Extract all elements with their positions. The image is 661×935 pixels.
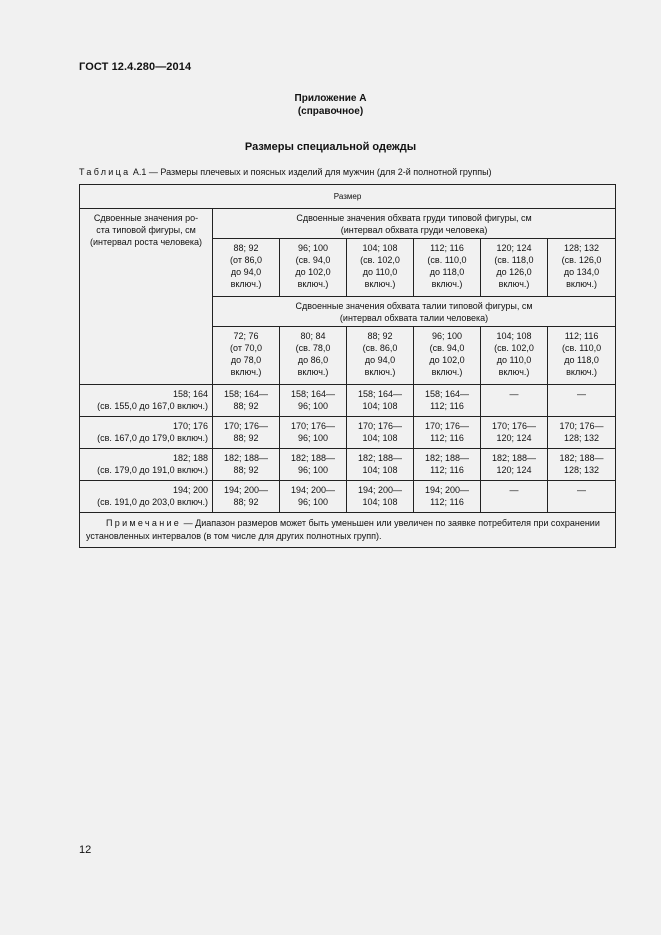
waist-value: 112; 116 (св. 110,0 до 118,0 включ.): [548, 327, 616, 385]
size-cell: 194; 200— 112; 116: [414, 481, 481, 513]
table-row: [80, 449, 616, 481]
chest-value: 120; 124 (св. 118,0 до 126,0 включ.): [481, 239, 548, 297]
size-cell: 182; 188— 128; 132: [548, 449, 616, 481]
size-cell: 158; 164— 88; 92: [213, 385, 280, 417]
size-cell: —: [481, 385, 548, 417]
waist-value: 80; 84 (св. 78,0 до 86,0 включ.): [280, 327, 347, 385]
chest-header: Сдвоенные значения обхвата груди типовой фигуры, см (интервал обхвата груди человека): [213, 209, 616, 239]
table-note: [80, 513, 616, 548]
height-cell: 182; 188 (св. 179,0 до 191,0 включ.): [80, 449, 213, 481]
size-cell: 158; 164— 104; 108: [347, 385, 414, 417]
appendix-type: (справочное): [297, 106, 364, 117]
height-cell: 170; 176 (св. 167,0 до 179,0 включ.): [80, 417, 213, 449]
table-caption-label: Таблица: [79, 167, 131, 177]
table-row: [80, 385, 616, 417]
size-cell: —: [548, 385, 616, 417]
size-cell: 194; 200— 104; 108: [347, 481, 414, 513]
size-cell: 182; 188— 88; 92: [213, 449, 280, 481]
chest-value: 88; 92 (от 86,0 до 94,0 включ.): [213, 239, 280, 297]
document-id: ГОСТ 12.4.280—2014: [79, 61, 192, 73]
size-cell: 170; 176— 96; 100: [280, 417, 347, 449]
size-cell: —: [481, 481, 548, 513]
note-label: Примечание: [106, 518, 182, 528]
height-cell: 158; 164 (св. 155,0 до 167,0 включ.): [80, 385, 213, 417]
size-cell: 182; 188— 112; 116: [414, 449, 481, 481]
size-header: Размер: [80, 185, 616, 209]
size-cell: 170; 176— 88; 92: [213, 417, 280, 449]
height-cell: 194; 200 (св. 191,0 до 203,0 включ.): [80, 481, 213, 513]
section-title: Размеры специальной одежды: [244, 141, 417, 153]
chest-value: 96; 100 (св. 94,0 до 102,0 включ.): [280, 239, 347, 297]
waist-header: Сдвоенные значения обхвата талии типовой фигуры, см (интервал обхвата талии человека): [213, 297, 616, 327]
waist-value: 96; 100 (св. 94,0 до 102,0 включ.): [414, 327, 481, 385]
waist-value: 104; 108 (св. 102,0 до 110,0 включ.): [481, 327, 548, 385]
size-cell: —: [548, 481, 616, 513]
chest-value: 104; 108 (св. 102,0 до 110,0 включ.): [347, 239, 414, 297]
size-cell: 194; 200— 96; 100: [280, 481, 347, 513]
table-caption: [79, 167, 492, 178]
size-cell: 170; 176— 112; 116: [414, 417, 481, 449]
chest-value: 128; 132 (св. 126,0 до 134,0 включ.): [548, 239, 616, 297]
waist-value: 72; 76 (от 70,0 до 78,0 включ.): [213, 327, 280, 385]
page-number: 12: [79, 844, 92, 856]
sizes-table: [79, 184, 616, 548]
note-text: — Диапазон размеров может быть уменьшен или увеличен по заявке потребителя при сохранении установленных интервалов (в том числе для других полнотных групп).: [86, 518, 600, 541]
size-cell: 158; 164— 112; 116: [414, 385, 481, 417]
size-cell: 170; 176— 104; 108: [347, 417, 414, 449]
size-cell: 182; 188— 120; 124: [481, 449, 548, 481]
table-row: [80, 417, 616, 449]
size-cell: 182; 188— 104; 108: [347, 449, 414, 481]
table-row: [80, 481, 616, 513]
size-cell: 170; 176— 120; 124: [481, 417, 548, 449]
size-cell: 194; 200— 88; 92: [213, 481, 280, 513]
size-cell: 158; 164— 96; 100: [280, 385, 347, 417]
size-cell: 182; 188— 96; 100: [280, 449, 347, 481]
height-header: Сдвоенные значения ро- ста типовой фигуры, см (интервал роста человека): [80, 209, 213, 385]
chest-value: 112; 116 (св. 110,0 до 118,0 включ.): [414, 239, 481, 297]
size-cell: 170; 176— 128; 132: [548, 417, 616, 449]
appendix-title: Приложение А: [294, 93, 367, 104]
table-caption-text: А.1 — Размеры плечевых и поясных изделий для мужчин (для 2-й полнотной группы): [130, 167, 492, 177]
waist-value: 88; 92 (св. 86,0 до 94,0 включ.): [347, 327, 414, 385]
